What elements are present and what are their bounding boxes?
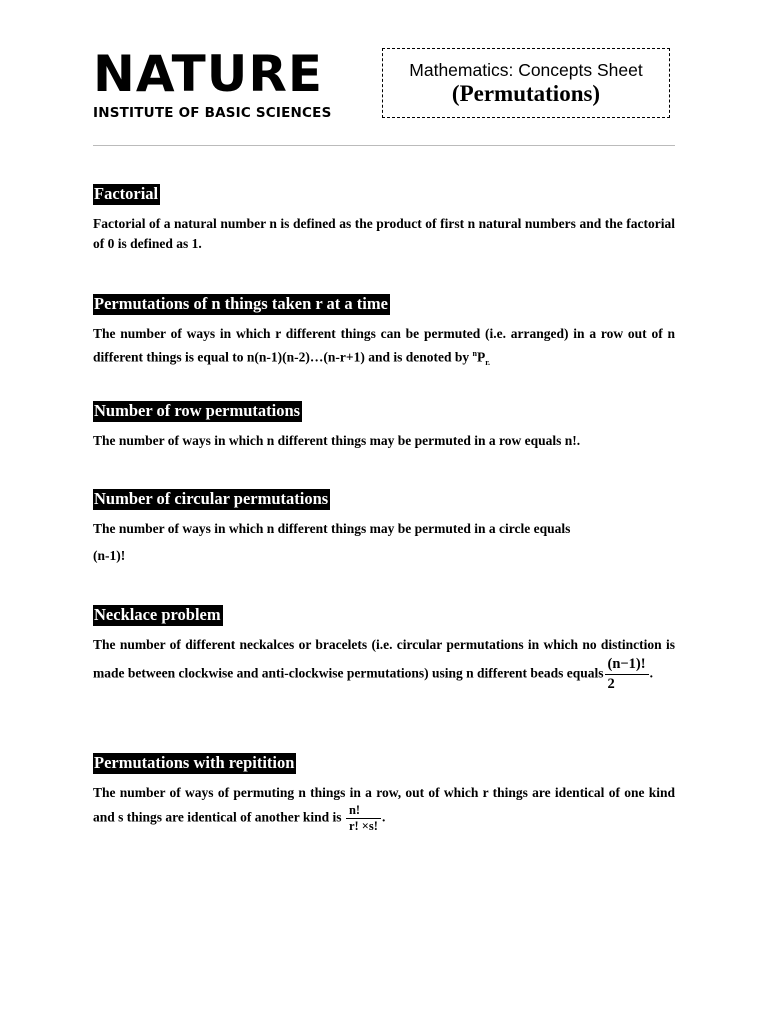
brand-subtitle: INSTITUTE OF BASIC SCIENCES xyxy=(93,105,332,121)
section-repetition xyxy=(93,753,675,834)
section-text: The number of ways in which r different things can be permuted (i.e. arranged) in a row out of n different things is equal to n(n-1)(n-2)…(n-r+1) and is denoted by xyxy=(93,326,675,365)
section-result: (n-1)! xyxy=(93,548,126,563)
section-text: The number of different neckalces or bracelets (i.e. circular permutations in which no distinction is made between clockwise and anti-clockwise permutations) using n different beads equals xyxy=(93,637,675,681)
fraction xyxy=(605,655,649,694)
sheet-subject: Mathematics: Concepts Sheet xyxy=(409,60,643,80)
npr-base: P xyxy=(476,349,486,365)
section-text: The number of ways of permuting n things in a row, out of which r things are identical of one kind and s things are identical of another kind is xyxy=(93,785,675,825)
fraction-numerator: (n−1)! xyxy=(605,655,649,675)
npr-subscript: r. xyxy=(485,358,491,368)
sheet-topic: (Permutations) xyxy=(451,81,601,106)
npr-superscript: n xyxy=(472,349,477,358)
fraction-denominator: 2 xyxy=(607,676,615,692)
section-text-block xyxy=(93,783,675,834)
section-text: Factorial of a natural number n is defined as the product of first n natural numbers and the factorial of 0 is defined as 1. xyxy=(93,216,675,251)
section-text: The number of ways in which n different things may be permuted in a circle equals xyxy=(93,521,571,536)
section-heading: Number of circular permutations xyxy=(94,489,329,508)
section-necklace xyxy=(93,605,675,694)
sheet-title-box xyxy=(382,48,670,118)
section-text: The number of ways in which n different things may be permuted in a row equals n!. xyxy=(93,433,581,448)
fraction xyxy=(346,803,381,834)
section-circular-permutations xyxy=(93,489,675,566)
brand-block xyxy=(93,45,332,121)
section-factorial xyxy=(93,184,675,254)
section-heading: Necklace problem xyxy=(94,605,221,624)
fraction-denominator: r! ×s! xyxy=(348,819,378,833)
section-row-permutations xyxy=(93,401,675,451)
section-heading: Permutations with repitition xyxy=(94,753,295,772)
fraction-numerator: n! xyxy=(346,803,381,819)
sentence-end: . xyxy=(381,809,386,825)
brand-name: NATURE xyxy=(93,45,324,103)
sentence-end: . xyxy=(649,665,653,681)
header-divider xyxy=(93,145,675,146)
section-permutations-r xyxy=(93,294,675,373)
section-text-block xyxy=(93,324,675,373)
section-heading: Permutations of n things taken r at a time xyxy=(94,294,388,313)
section-heading: Number of row permutations xyxy=(94,401,301,420)
section-heading: Factorial xyxy=(94,184,159,203)
section-text-block xyxy=(93,635,675,694)
